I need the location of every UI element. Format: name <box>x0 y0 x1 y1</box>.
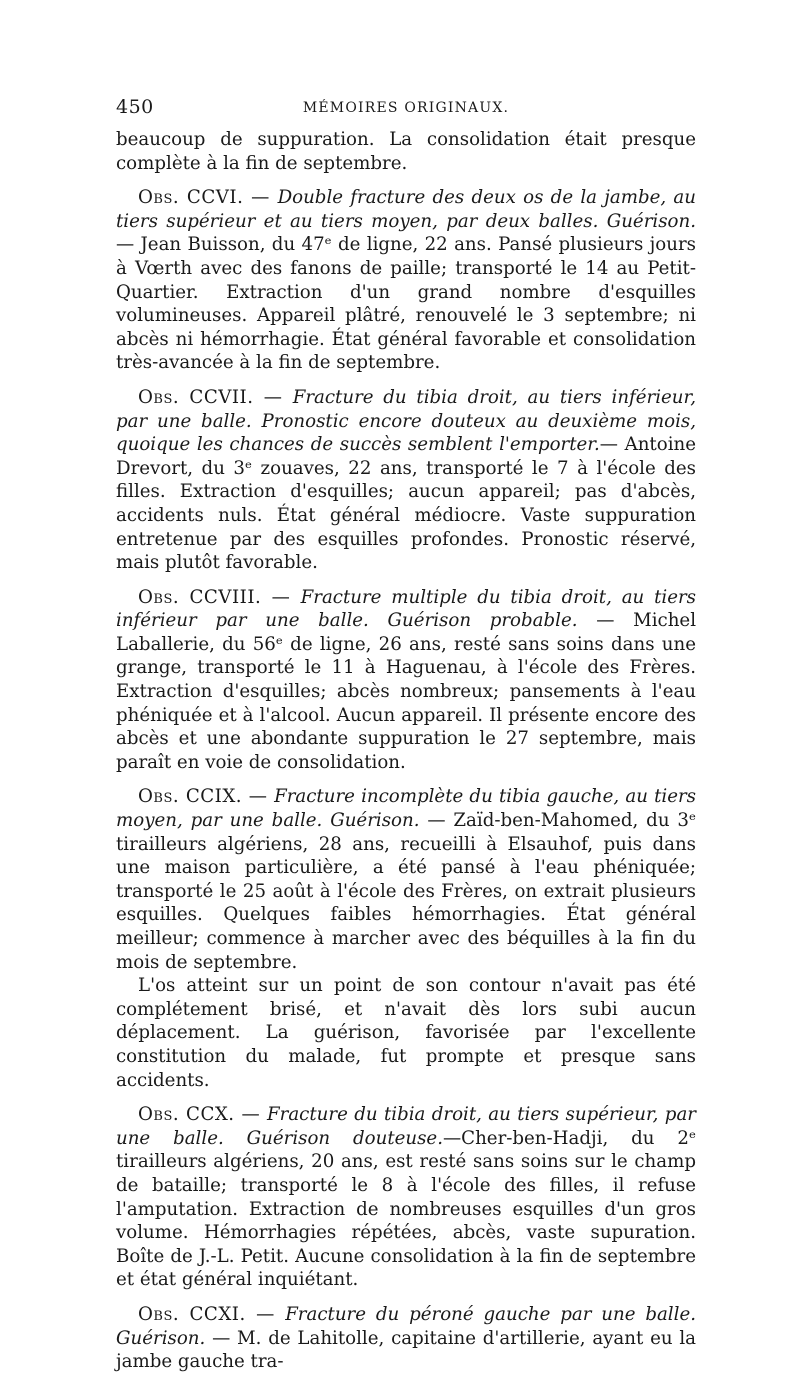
observation-text: — Antoine Drevort, du 3ᵉ zouaves, 22 ans, transporté le 7 à l'école des filles. Extraction d'esquilles; aucun appareil; pas d'abcès, accidents nuls. État général médiocre. Vaste suppuration entretenue par des esquilles profondes. Pronostic réservé, mais plutôt favorable. <box>116 434 696 574</box>
running-title: MÉMOIRES ORIGINAUX. <box>302 100 510 116</box>
observation-title: Fracture du péroné gauche par une balle. Guérison. <box>116 1303 696 1349</box>
page-number: 450 <box>116 96 154 118</box>
observation-207 <box>116 386 696 575</box>
paragraph-continued: beaucoup de suppuration. La consolidation était presque complète à la fin de septembre. <box>116 129 696 174</box>
observation-text: — M. de Lahitolle, capitaine d'artillerie, ayant eu la jambe gauche tra- <box>116 1327 696 1373</box>
observation-label: Obs. CCX. — <box>138 1104 268 1126</box>
observation-label: Obs. CCIX. — <box>138 786 275 808</box>
observation-label: Obs. CCVII. — <box>138 386 293 408</box>
observation-210 <box>116 1103 696 1292</box>
observation-label: Obs. CCVIII. — <box>138 586 301 608</box>
observation-title: Double fracture des deux os de la jambe, au tiers supérieur et au tiers moyen, par deux balles. Guérison. <box>116 187 696 232</box>
running-header <box>116 96 696 126</box>
observation-text: — Zaïd-ben-Mahomed, du 3ᵉ tirailleurs algériens, 28 ans, recueilli à Elsauhof, puis dans une maison particulière, a été pansé à l'eau phéniquée; transporté le 25 août à l'école des Frères, on extrait plusieurs esquilles. Quelques faibles hémorrhagies. État général meilleur; commence à marcher avec des béquilles à la fin du mois de septembre. <box>116 810 696 973</box>
observation-title: Fracture du tibia droit, au tiers inférieur, par une balle. Pronostic encore douteux au deuxième mois, quoique les chances de succès semblent l'emporter. <box>116 386 696 456</box>
observation-title: Fracture incomplète du tibia gauche, au tiers moyen, par une balle. Guérison. <box>116 786 696 832</box>
observation-title: Fracture du tibia droit, au tiers supérieur, par une balle. Guérison douteuse. <box>116 1104 696 1149</box>
observation-211 <box>116 1303 696 1374</box>
observation-208 <box>116 586 696 775</box>
observation-title: Fracture multiple du tibia droit, au tiers inférieur par une balle. Guérison probable. <box>116 586 696 632</box>
observation-209-continuation: L'os atteint sur un point de son contour n'avait pas été complétement brisé, et n'avait dès lors subi aucun déplacement. La guérison, favorisée par l'excellente constitution du malade, fut prompte et presque sans accidents. <box>116 975 696 1091</box>
observation-label: Obs. CCXI. — <box>138 1303 286 1325</box>
observation-text: — Michel Laballerie, du 56ᵉ de ligne, 26 ans, resté sans soins dans une grange, transporté le 11 à Haguenau, à l'école des Frères. Extraction d'esquilles; abcès nombreux; pansements à l'eau phéniquée et à l'alcool. Aucun appareil. Il présente encore des abcès et une abondante suppuration le 27 septembre, mais paraît en voie de consolidation. <box>116 610 697 773</box>
observation-text: —Cher-ben-Hadji, du 2ᵉ tirailleurs algériens, 20 ans, est resté sans soins sur le champ de bataille; transporté le 8 à l'école des filles, il refuse l'amputation. Extraction de nombreuses esquilles d'un gros volume. Hémorrhagies répétées, abcès, vaste supuration. Boîte de J.-L. Petit. Aucune consolidation à la fin de septembre et état général inquiétant. <box>116 1127 696 1291</box>
observation-206 <box>116 186 696 375</box>
observation-209 <box>116 785 696 974</box>
body-text <box>116 128 696 1374</box>
observation-label: Obs. CCVI. — <box>138 187 278 209</box>
observation-text: — Jean Buisson, du 47ᵉ de ligne, 22 ans. Pansé plusieurs jours à Vœrth avec des fanons de paille; transporté le 14 au Petit-Quartier. Extraction d'un grand nombre d'esquilles volumineuses. Appareil plâtré, renouvelé le 3 septembre; ni abcès ni hémorrhagie. État général favorable et consolidation très-avancée à la fin de septembre. <box>116 234 696 374</box>
